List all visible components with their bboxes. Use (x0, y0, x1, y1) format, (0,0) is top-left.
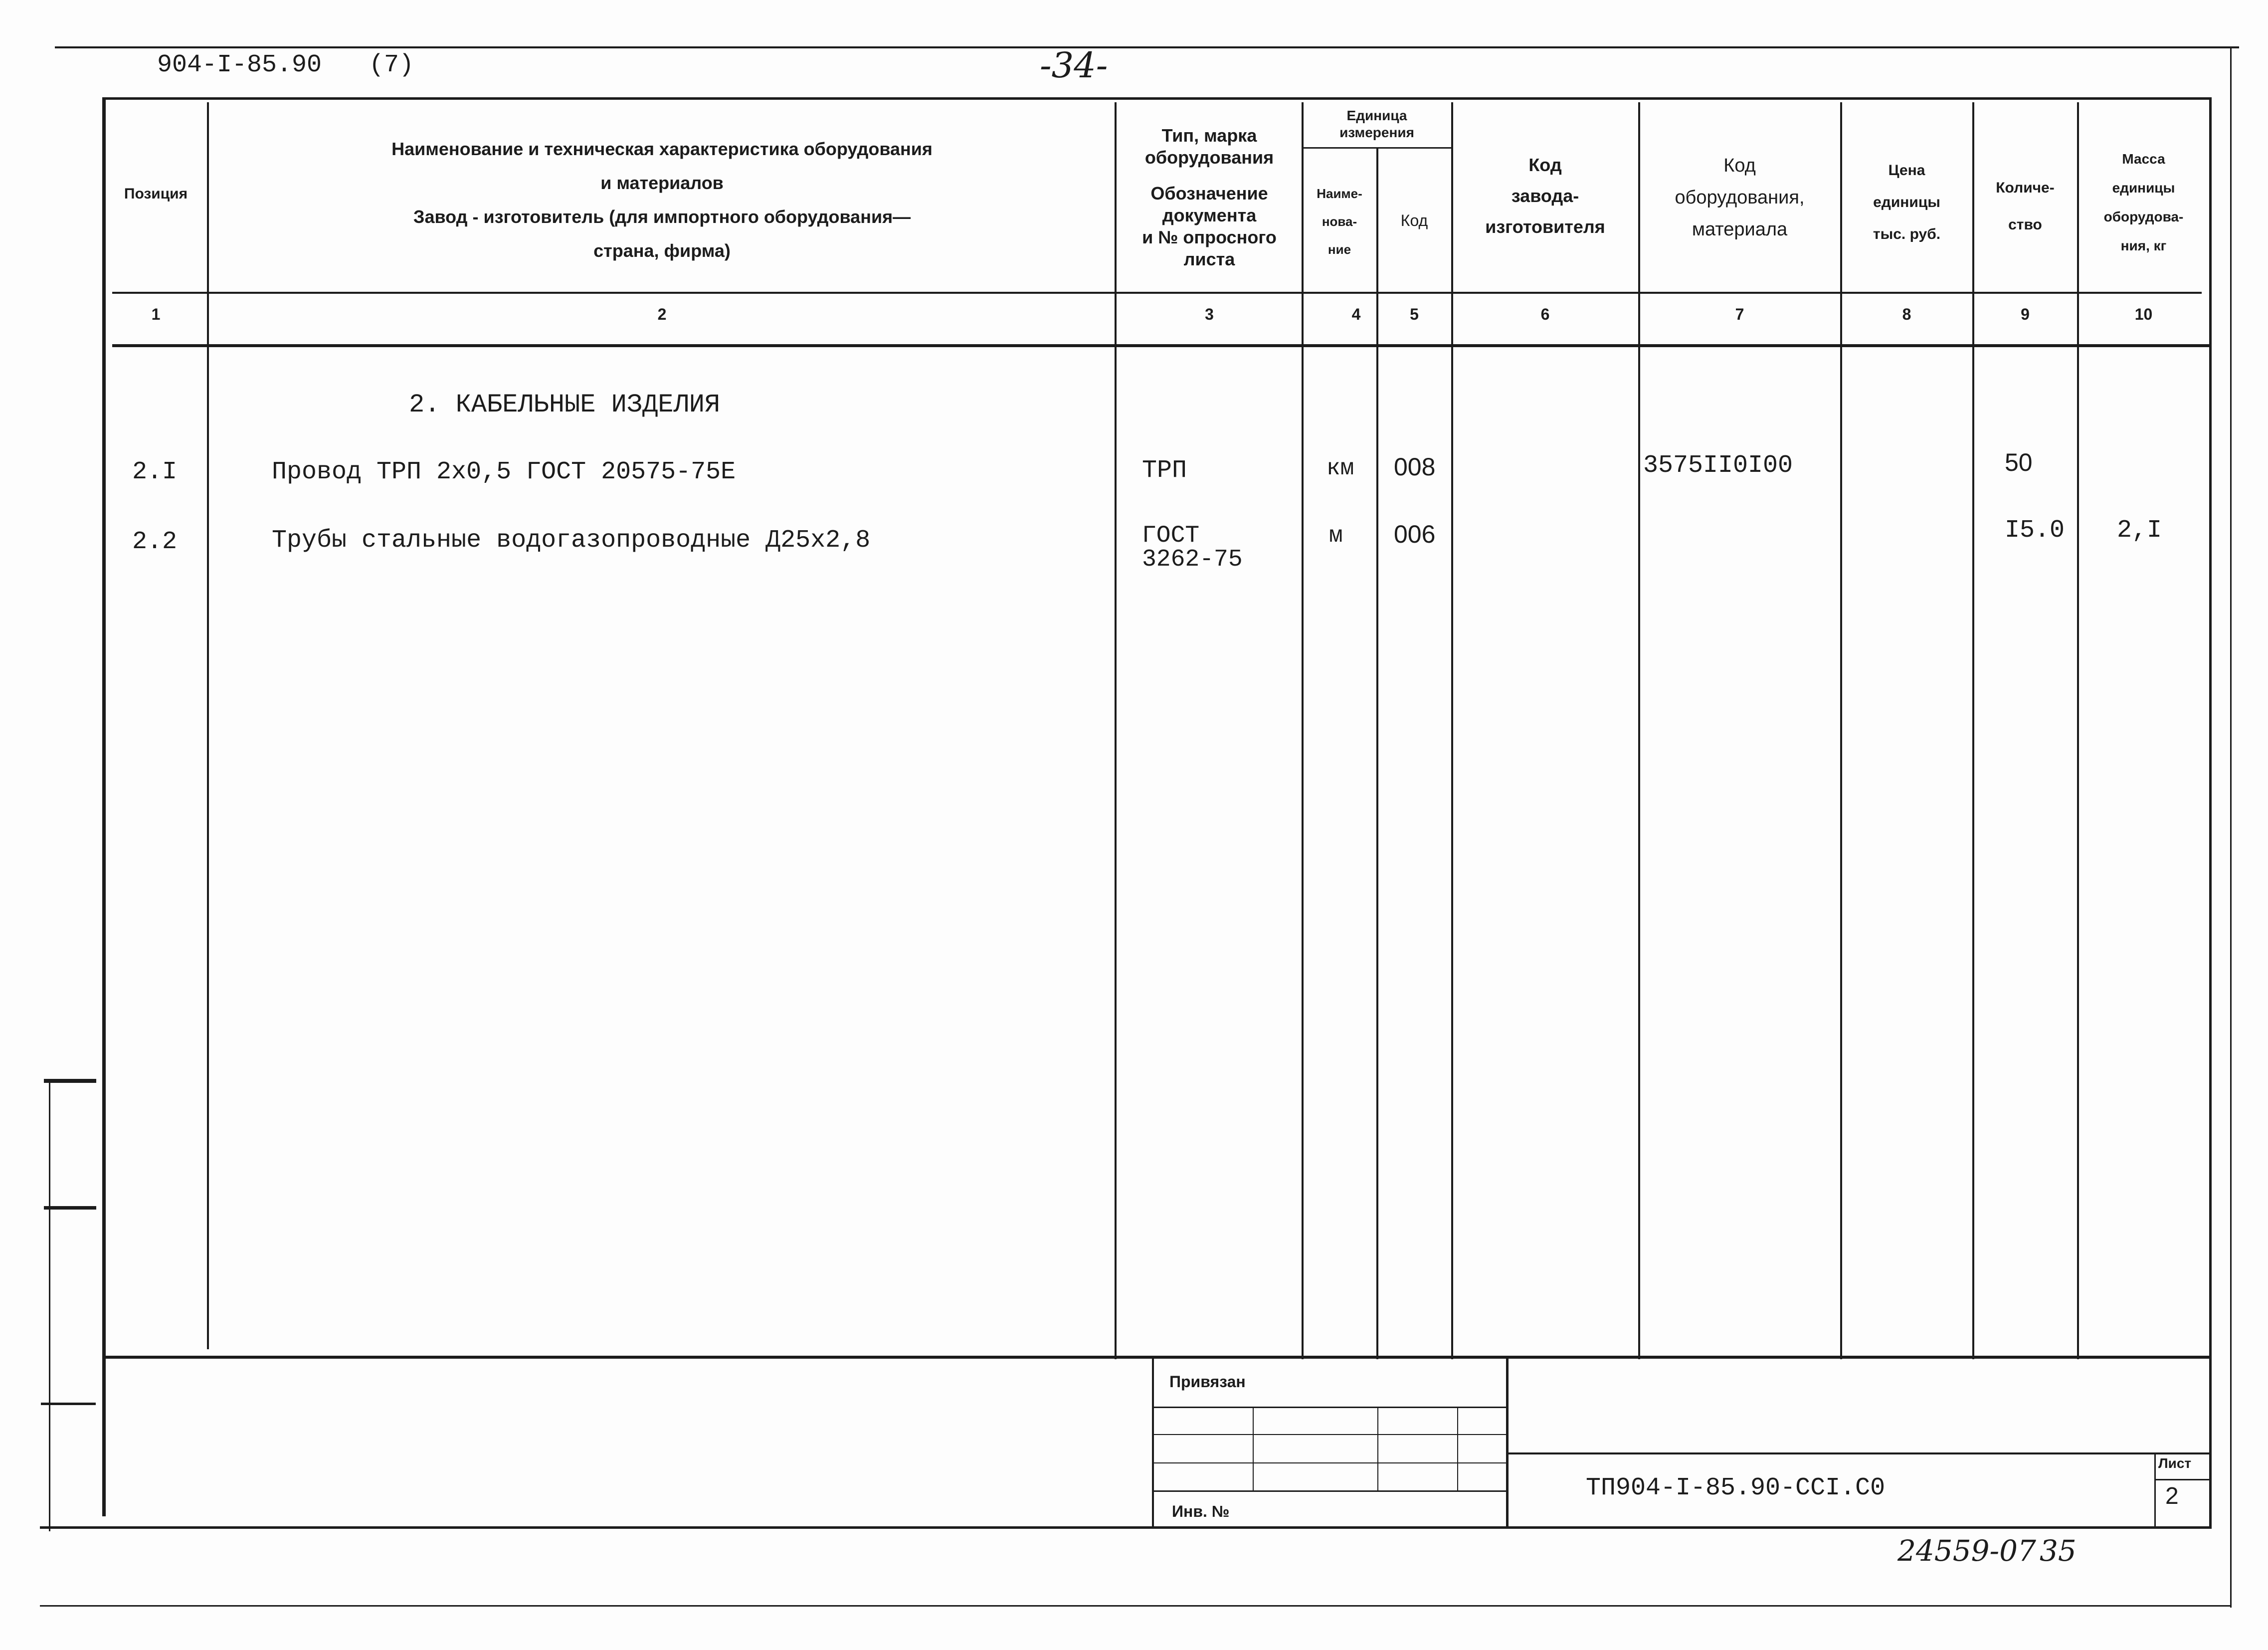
header-type: Тип, марка оборудования Обозначение документа и № опросного листа (1142, 125, 1277, 269)
column-number-8: 8 (1902, 305, 1911, 323)
stamp-rule-4 (1153, 1490, 1506, 1492)
row-position: 2.2 (132, 528, 178, 556)
row-name: Провод ТРП 2х0,5 ГОСТ 20575-75Е (272, 458, 736, 486)
row-quantity: 50 (2005, 448, 2033, 476)
column-number-6: 6 (1540, 305, 1550, 323)
header-unit-name: Наиме- нова- ние (1317, 186, 1362, 257)
row-type: ТРП (1142, 456, 1187, 485)
col-divider-5 (1451, 102, 1453, 1359)
archive-page: 35 (2040, 1534, 2077, 1568)
row-unit-name: км (1326, 455, 1354, 481)
header-position: Позиция (124, 186, 188, 202)
header-material-code: Код оборудования, материала (1675, 155, 1805, 240)
header-mass: Масса единицы оборудова- ния, кг (2103, 151, 2184, 253)
column-number-9: 9 (2021, 305, 2030, 323)
stamp-rule-2 (1153, 1434, 1506, 1435)
row-unit-name: м (1329, 523, 1343, 549)
inv-label: Инв. № (1172, 1502, 1230, 1520)
page-bottom-edge (40, 1605, 2232, 1607)
header-factory-code: Код завода- изготовителя (1485, 155, 1605, 237)
row-name: Трубы стальные водогазопроводные Д25х2,8 (272, 526, 871, 555)
row-unit-code: 006 (1394, 520, 1436, 548)
designation-rule (1507, 1452, 2210, 1454)
column-number-4: 4 (1351, 305, 1361, 323)
sheet-number: 2 (2165, 1483, 2179, 1509)
row-unit-code: 008 (1394, 453, 1436, 481)
margin-line (49, 1082, 50, 1531)
numbers-bottom-rule (112, 344, 2209, 347)
frame-bottom (40, 1526, 2212, 1529)
column-number-3: 3 (1205, 305, 1214, 323)
frame-right (2209, 97, 2212, 1529)
header-unit-group: Единица измерения (1339, 108, 1414, 140)
unit-group-rule (1303, 147, 1452, 149)
table-bottom-rule (102, 1356, 2212, 1359)
document-code: 904-I-85.90 (157, 51, 322, 79)
attached-label: Привязан (1169, 1373, 1246, 1391)
stamp-col-1 (1253, 1408, 1254, 1491)
sheet-box-left (2154, 1454, 2156, 1526)
col-divider-3 (1302, 102, 1304, 1359)
column-number-5: 5 (1410, 305, 1419, 323)
margin-mark-1 (44, 1079, 96, 1083)
stamp-block-right (1506, 1357, 1509, 1526)
row-quantity: I5.0 (2005, 516, 2065, 545)
row-type: ГОСТ 3262-75 (1142, 522, 1243, 573)
frame-top (102, 97, 2212, 100)
column-number-1: 1 (151, 305, 161, 323)
column-number-10: 10 (2134, 305, 2153, 323)
col-divider-4 (1376, 147, 1378, 1359)
document-part: (7) (369, 51, 414, 79)
header-unit-code: Код (1400, 211, 1428, 229)
margin-mark-2 (44, 1206, 96, 1210)
sheet-label: Лист (2158, 1455, 2192, 1471)
stamp-rule-3 (1153, 1462, 1506, 1463)
col-divider-6 (1638, 102, 1640, 1359)
top-rule (55, 46, 2239, 48)
col-divider-9 (2077, 102, 2079, 1359)
row-position: 2.I (132, 458, 178, 486)
col-divider-8 (1972, 102, 1974, 1359)
stamp-rule-1 (1153, 1407, 1506, 1408)
col-divider-1 (207, 102, 209, 1349)
row-material-code: 3575II0I00 (1643, 451, 1793, 480)
header-price: Цена единицы тыс. руб. (1873, 162, 1941, 242)
row-mass: 2,I (2117, 516, 2162, 545)
page-number: -34- (1040, 45, 1108, 86)
header-name: Наименование и техническая характеристика оборудования и материалов Завод - изготовитель (для импортного оборудования— страна, фирма) (391, 139, 933, 261)
section-title: 2. КАБЕЛЬНЫЕ ИЗДЕЛИЯ (409, 390, 721, 419)
col-divider-7 (1840, 102, 1842, 1359)
column-number-7: 7 (1735, 305, 1744, 323)
header-quantity: Количе- ство (1996, 180, 2055, 233)
column-number-2: 2 (657, 305, 667, 323)
archive-number: 24559-07 (1897, 1534, 2036, 1568)
stamp-col-3 (1457, 1408, 1458, 1491)
stamp-block-left (1152, 1357, 1154, 1526)
col-divider-2 (1115, 102, 1117, 1359)
doc-designation: ТП904-I-85.90-ССI.С0 (1586, 1474, 1886, 1502)
sheet-box-rule (2155, 1479, 2210, 1480)
page-right-edge (2230, 46, 2232, 1608)
stamp-col-2 (1377, 1408, 1378, 1491)
header-bottom-rule (112, 292, 2202, 294)
